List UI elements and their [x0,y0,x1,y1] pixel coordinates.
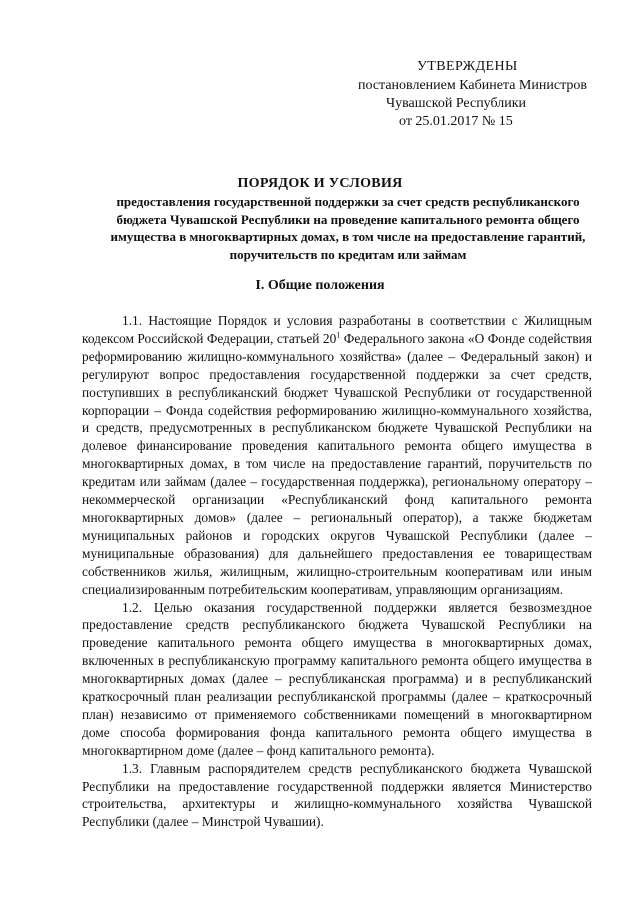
section-heading: I. Общие положения [255,278,385,293]
approval-line-3: от 25.01.2017 № 15 [399,114,513,129]
approval-title: УТВЕРЖДЕНЫ [417,59,518,74]
paragraph-1-1-rest: Федерального закона «О Фонде содействия реформированию жилищно-коммунального хозяйства» (далее – Федеральный закон) и регулируют вопрос предоставления государственной поддержки за счет средств, поступивших в республиканский бюджет Чувашской Республики от государственной корпорации – Фонда содействия реформированию жилищно-коммунального хозяйства, и средств, предусмотренных в республиканском бюджете Чувашской Республики на долевое финансирование проведения капитального ремонта общего имущества в многоквартирных домах, в том числе на предоставление гарантий, поручительств по кредитам или займам (далее – государственная поддержка), региональному оператору – некоммерческой организации «Республиканский фонд капитального ремонта многоквартирных домов» (далее – региональный оператор), а также бюджетам муниципальных районов и городских округов Чувашской Республики (далее – муниципальные образования) для дальнейшего предоставления ее товариществам собственников жилья, жилищным, жилищно-строительным кооперативам или иным специализированным потребительским кооперативам, управляющим организациям. [82,330,592,597]
document-subtitle: предоставления государственной поддержки за счет средств республиканского бюджета Чувашской Республики на проведение капитального ремонта общего имущества в многоквартирных домах, в том числе на предоставление гарантий, поручительств по кредитам или займам [110,194,586,262]
approval-line-2: Чувашской Республики [386,96,527,111]
document-title: ПОРЯДОК И УСЛОВИЯ [237,176,403,191]
paragraph-1-3: 1.3. Главным распорядителем средств республиканского бюджета Чувашской Республики на предоставление государственной поддержки является Министерство строительства, архитектуры и жилищно-коммунального хозяйства Чувашской Республики (далее – Минстрой Чувашии). [82,760,592,830]
paragraph-1-1-start: 1.1. Настоящие Порядок и условия разработаны в соответствии с Жилищным кодексом Российской Федерации, статьей 20 [82,313,592,346]
document-body [82,312,592,831]
article-superscript: 1 [336,330,341,340]
paragraph-1-2: 1.2. Целью оказания государственной поддержки является безвозмездное предоставление средств республиканского бюджета Чувашской Республики на проведение капитального ремонта общего имущества в многоквартирных домах, включенных в республиканскую программу капитального ремонта общего имущества в многоквартирных домах (далее – республиканская программа) и в республиканский краткосрочный план реализации республиканской программы (далее – краткосрочный план) независимо от применяемого собственниками помещений в многоквартирном доме способа формирования фонда капитального ремонта общего имущества в многоквартирном доме (далее – фонд капитального ремонта). [82,599,592,758]
approval-line-1: постановлением Кабинета Министров [358,78,587,93]
paragraph-1-1 [82,312,592,599]
